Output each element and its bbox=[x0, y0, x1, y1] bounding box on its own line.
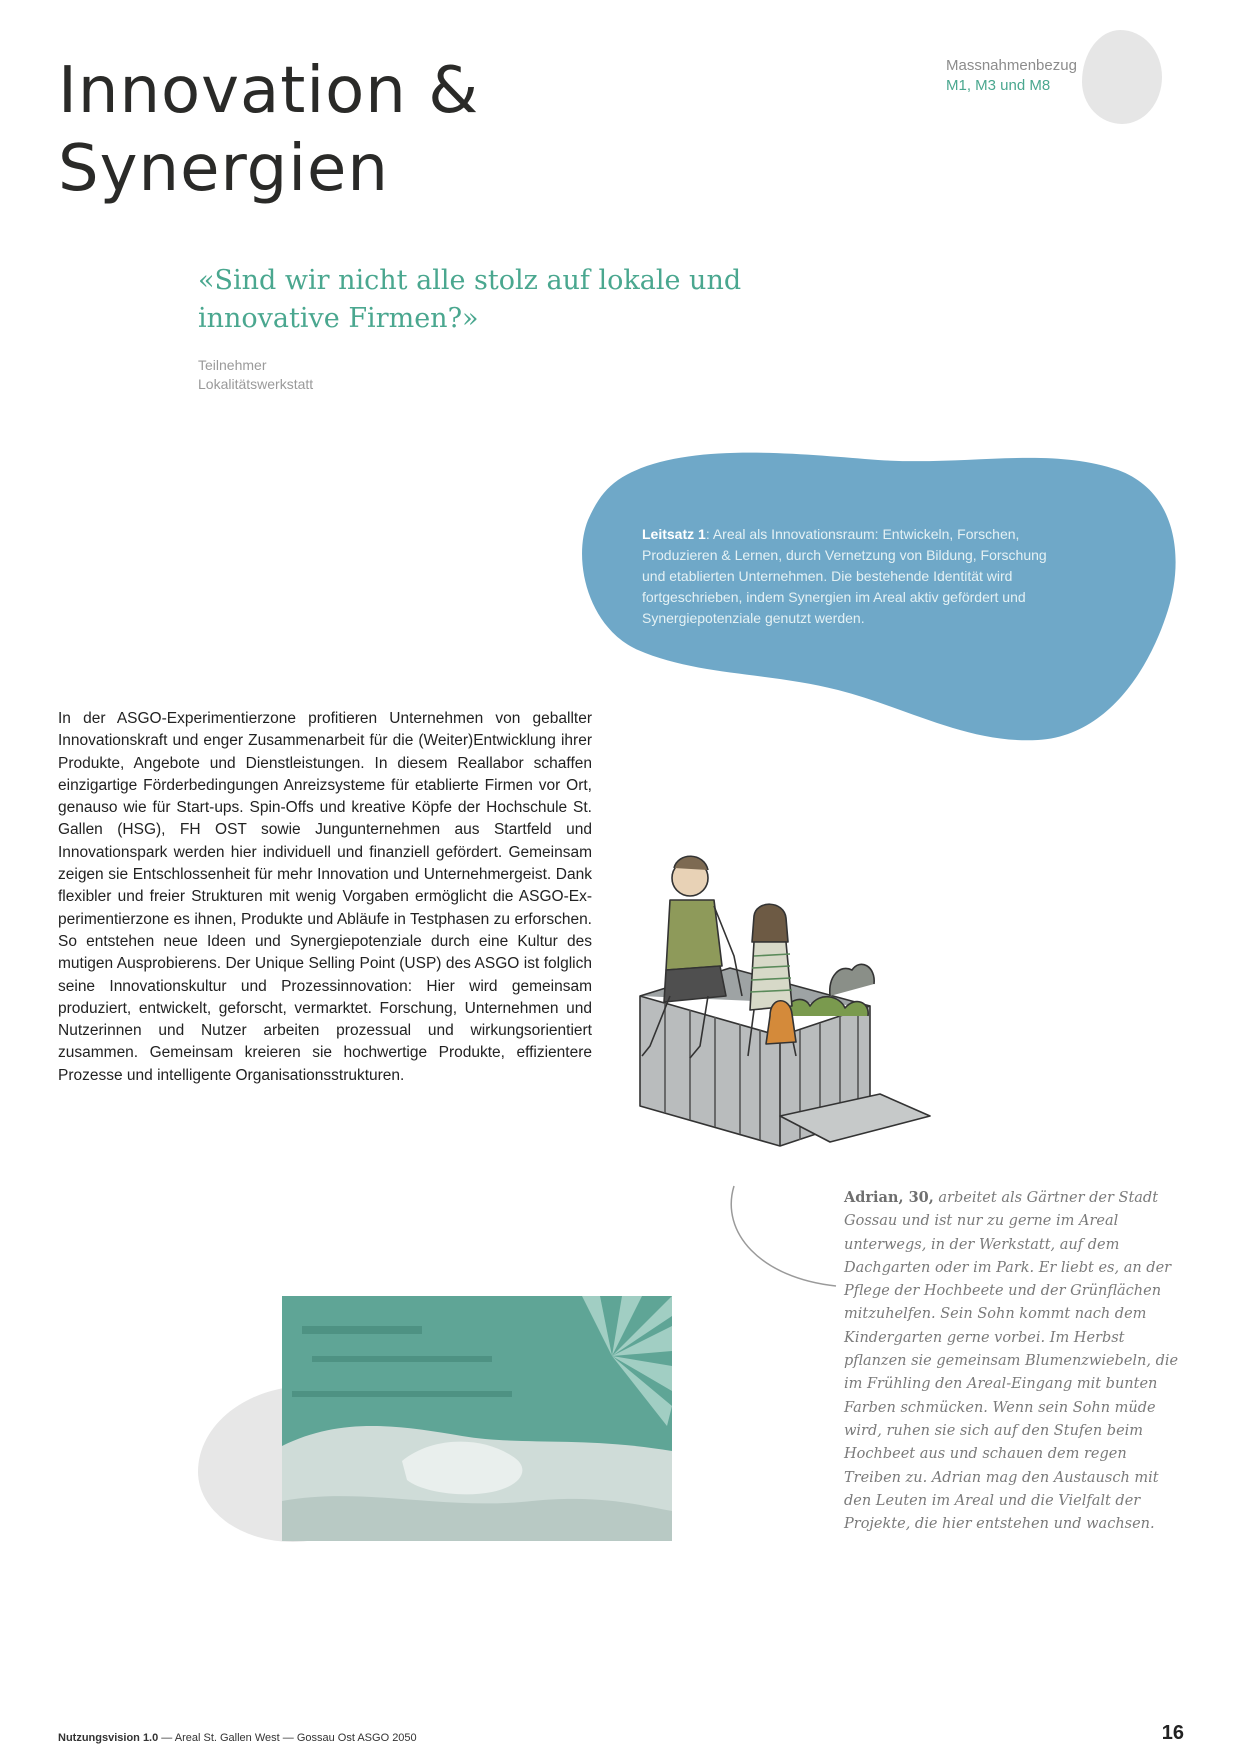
quote-source-role: Teilnehmer bbox=[198, 357, 267, 373]
massnahmen-label: Massnahmenbezug bbox=[946, 57, 1077, 74]
persona-adrian bbox=[844, 1186, 1184, 1536]
persona-name: Adrian, 30, bbox=[844, 1189, 934, 1206]
planter-illustration bbox=[630, 846, 960, 1152]
title-line-2: Synergien bbox=[58, 132, 389, 206]
massnahmen-reference bbox=[946, 56, 1146, 96]
footer-subtitle: — Areal St. Gallen West — Gossau Ost ASGO 2050 bbox=[158, 1732, 417, 1744]
persona-text: arbeitet als Gärtner der Stadt Gossau und ist nur zu gerne im Areal unterwegs, in der Werkstatt, auf dem Dachgarten oder im Park. Er liebt es, an der Pflege der Hochbeete und der Grünflächen mitzuhelfen. Sein Sohn kommt nach dem Kindergarten gerne vorbei. Im Herbst pflanzen sie gemeinsam Blumenzwiebeln, die im Frühling den Areal-Eingang mit bunten Farben schmücken. Wenn sein Sohn müde wird, ruhen sie sich auf den Stufen beim Hochbeet aus und schauen dem regen Treiben zu. Adrian mag den Austausch mit den Leuten im Areal und die Vielfalt der Projekte, die hier entstehen und wachsen. bbox=[844, 1190, 1179, 1533]
quote-source-event: Lokalitätswerkstatt bbox=[198, 376, 314, 392]
leitsatz-label: Leitsatz 1 bbox=[642, 526, 706, 542]
page-footer bbox=[58, 1732, 758, 1744]
body-paragraph: In der ASGO-Experimentierzone profitieren Unternehmen von geballter Innovationskraft und enger Zusammenarbeit für die (Weiter)Entwicklung ihrer Produkte, Angebote und Dienstleistungen. In diesem Reallabor schaffen einzigartige Förderbedingungen Anreizsysteme für etablierte Firmen vor Ort, genauso wie für Start-ups. Spin-Offs und kreative Köpfe der Hochschule St. Gallen (HSG), FH OST sowie Jungunternehmen aus Startfeld und Innovationspark werden hier individuell und finanziell gefördert. Gemeinsam zeigen sie Entschlossenheit für mehr Innovation und Unternehmergeist. Dank flexibler und freier Strukturen mit wenig Vorgaben ermöglicht die ASGO-Experimentierzone es ihnen, Produkte und Abläufe in Testphasen zu erforschen. So entstehen neue Ideen und Synergiepotenziale durch eine Kultur des mutigen Ausprobierens. Der Unique Selling Point (USP) des ASGO ist folglich seine Innovationskultur und Prozessinnovation: Hier wird gemeinsam produziert, entwickelt, geforscht, vermarktet. Forschung, Unternehmen und Nutzerinnen und Nutzer arbeiten prozessual und wirkungsorientiert zusammen. Gemeinsam kreieren sie hochwertige Produkte, effizientere Prozesse und intelligente Organisationsstrukturen. bbox=[58, 710, 592, 1084]
leitsatz-text bbox=[642, 524, 1072, 629]
footer-document: Nutzungsvision 1.0 bbox=[58, 1732, 159, 1744]
connector-arc bbox=[720, 1182, 840, 1292]
quote-source bbox=[198, 356, 498, 394]
workshop-collage-image bbox=[282, 1296, 672, 1541]
title-line-1: Innovation & bbox=[58, 54, 480, 128]
leitsatz-body: : Areal als Innovationsraum: Entwickeln, Forschen, Produzieren & Lernen, durch Vernetzung von Bildung, Forschung und etablierten Unternehmen. Die bestehende Identität wird fortgeschrieben, indem Synergien im Areal aktiv gefördert und Synergiepotenziale genutzt werden. bbox=[642, 526, 1047, 626]
pull-quote: «Sind wir nicht alle stolz auf lokale und innovative Firmen?» bbox=[198, 265, 742, 334]
massnahmen-value: M1, M3 und M8 bbox=[946, 77, 1051, 94]
page-number: 16 bbox=[1161, 1722, 1184, 1744]
page-title bbox=[58, 52, 618, 208]
